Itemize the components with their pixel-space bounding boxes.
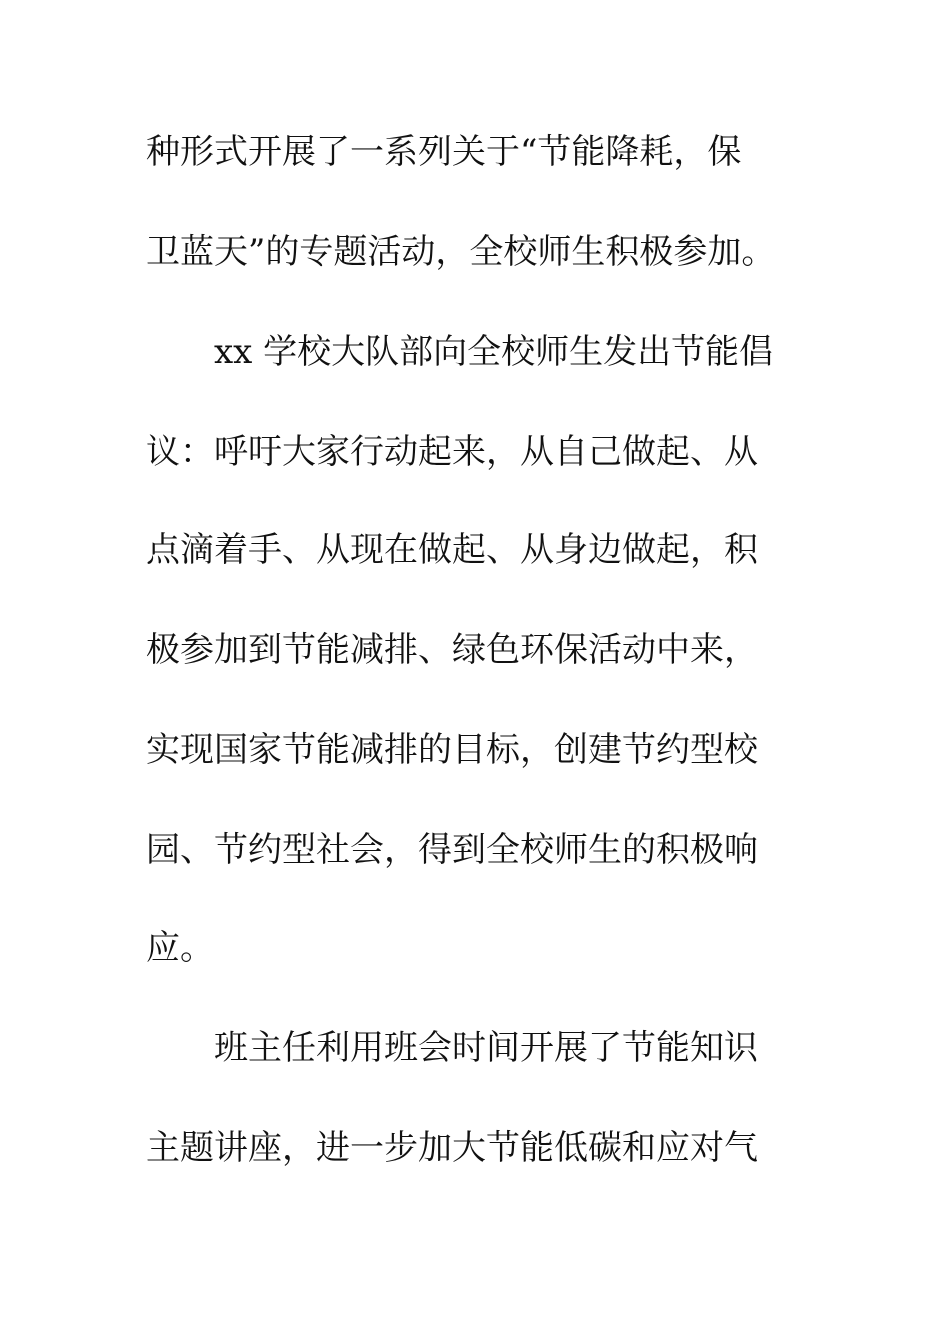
text-line-11: 主题讲座，进一步加大节能低碳和应对气: [146, 1128, 758, 1168]
text-line-6: 极参加到节能减排、绿色环保活动中来，: [146, 630, 758, 670]
text-line-9: 应。: [146, 928, 214, 968]
text-line-5: 点滴着手、从现在做起、从身边做起，积: [146, 530, 758, 570]
text-line-8: 园、节约型社会，得到全校师生的积极响: [146, 830, 758, 870]
paragraph-start-line-3: xx 学校大队部向全校师生发出节能倡: [214, 332, 774, 372]
text-line-2: 卫蓝天”的专题活动，全校师生积极参加。: [146, 232, 776, 272]
paragraph-start-line-10: 班主任利用班会时间开展了节能知识: [214, 1028, 758, 1068]
text-line-4: 议：呼吁大家行动起来，从自己做起、从: [146, 432, 758, 472]
text-line-1: 种形式开展了一系列关于“节能降耗，保: [146, 132, 742, 172]
text-line-7: 实现国家节能减排的目标，创建节约型校: [146, 730, 758, 770]
